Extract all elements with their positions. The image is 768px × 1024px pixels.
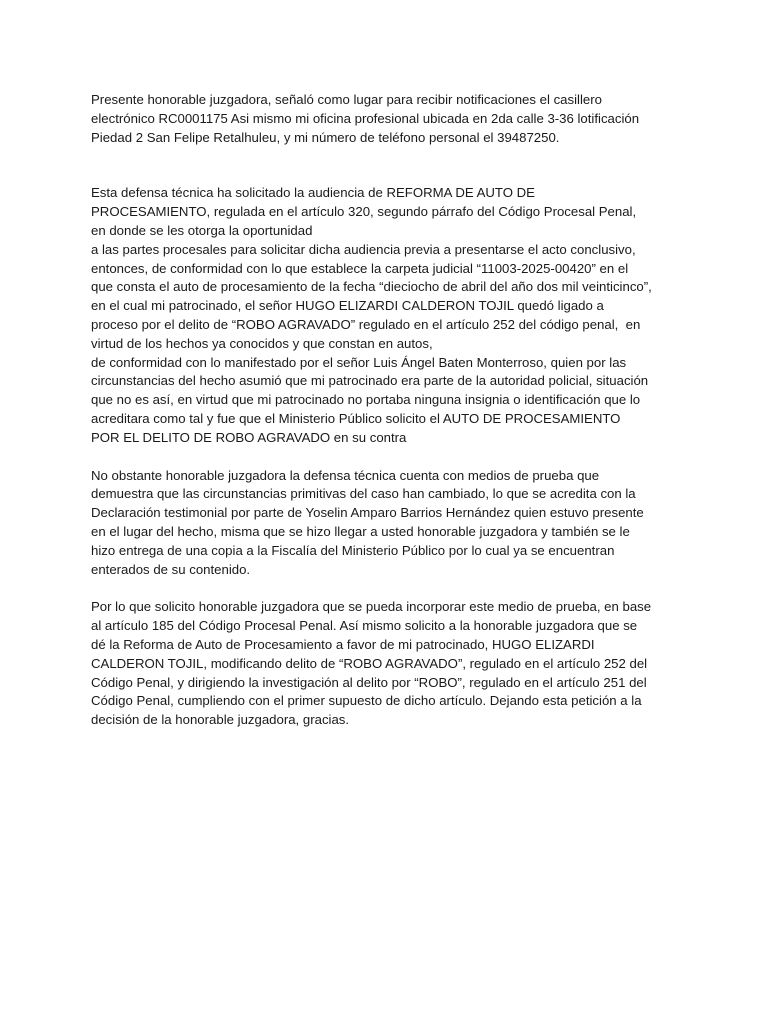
text-line: decisión de la honorable juzgadora, gracias. [91,712,350,728]
text-line: virtud de los hechos ya conocidos y que constan en autos, [91,335,433,351]
paragraph-evidence [91,467,685,580]
text-line: Código Penal, y dirigiendo la investigación al delito por “ROBO”, regulado en el artículo 251 del [91,674,647,690]
text-line: en el cual mi patrocinado, el señor HUGO ELIZARDI CALDERON TOJIL quedó ligado a [91,298,604,314]
document-body [91,91,685,730]
text-line: proceso por el delito de “ROBO AGRAVADO” regulado en el artículo 252 del código penal, en [91,316,641,332]
text-line: Presente honorable juzgadora, señaló como lugar para recibir notificaciones el casillero [91,92,602,107]
text-line: hizo entrega de una copia a la Fiscalía del Ministerio Público por lo cual ya se encuentran [91,542,615,558]
text-line: en donde se les otorga la oportunidad [91,222,313,238]
text-line: al artículo 185 del Código Procesal Penal. Así mismo solicito a la honorable juzgadora que se [91,618,638,634]
text-line: dé la Reforma de Auto de Procesamiento a favor de mi patrocinado, HUGO ELIZARDI [91,636,595,652]
paragraph-spacer [91,147,685,184]
text-line: entonces, de conformidad con lo que establece la carpeta judicial “11003-2025-00420” en el [91,260,629,276]
text-line: Código Penal, cumpliendo con el primer supuesto de dicho artículo. Dejando esta petición a la [91,693,642,709]
text-line: PROCESAMIENTO, regulada en el artículo 320, segundo párrafo del Código Procesal Penal, [91,204,637,220]
text-line: enterados de su contenido. [91,561,251,577]
text-line: a las partes procesales para solicitar dicha audiencia previa a presentarse el acto conclusivo, [91,241,636,257]
paragraph-spacer [91,579,685,598]
text-line: Por lo que solicito honorable juzgadora que se pueda incorporar este medio de prueba, en base [91,599,652,615]
text-line: CALDERON TOJIL, modificando delito de “ROBO AGRAVADO”, regulado en el artículo 252 del [91,655,648,671]
text-line: circunstancias del hecho asumió que mi patrocinado era parte de la autoridad policial, situación [91,373,649,389]
text-line: Piedad 2 San Felipe Retalhuleu, y mi número de teléfono personal el 39487250. [91,129,560,145]
text-line: acreditara como tal y fue que el Ministerio Público solicito el AUTO DE PROCESAMIENTO [91,410,621,426]
text-line: Esta defensa técnica ha solicitado la audiencia de REFORMA DE AUTO DE [91,185,535,201]
text-line: demuestra que las circunstancias primitivas del caso han cambiado, lo que se acredita con la [91,486,636,502]
paragraph-petition [91,598,685,730]
text-line: electrónico RC0001175 Asi mismo mi oficina profesional ubicada en 2da calle 3-36 lotificación [91,110,640,126]
paragraph-notification-address [91,91,685,147]
paragraph-hearing-request [91,184,685,447]
text-line: POR EL DELITO DE ROBO AGRAVADO en su contra [91,429,407,445]
text-line: que consta el auto de procesamiento de la fecha “dieciocho de abril del año dos mil veinticinco”, [91,279,652,295]
paragraph-spacer [91,448,685,467]
text-line: No obstante honorable juzgadora la defensa técnica cuenta con medios de prueba que [91,467,600,483]
text-line: de conformidad con lo manifestado por el señor Luis Ángel Baten Monterroso, quien por las [91,354,627,370]
text-line: Declaración testimonial por parte de Yoselin Amparo Barrios Hernández quien estuvo presente [91,505,644,521]
text-line: que no es así, en virtud que mi patrocinado no portaba ninguna insignia o identificación que lo [91,392,641,408]
text-line: en el lugar del hecho, misma que se hizo llegar a usted honorable juzgadora y también se le [91,523,630,539]
